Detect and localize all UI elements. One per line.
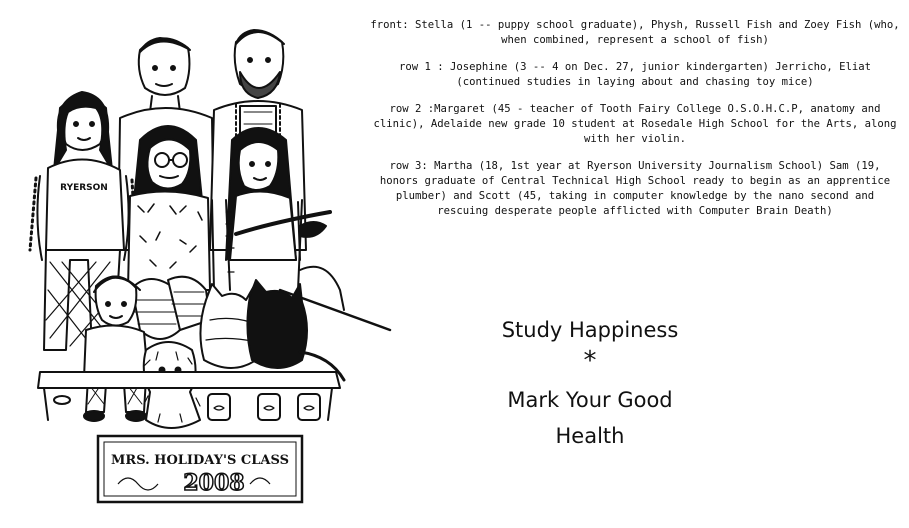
motto-line-2: Mark Your Good (507, 388, 673, 412)
plate-title: MRS. HOLIDAY'S CLASS (111, 453, 289, 468)
motto-line-3: Health (555, 424, 625, 448)
caption-row1: row 1 : Josephine (3 -- 4 on Dec. 27, junior kindergarten) Jerricho, Eliat (continued studies in laying about and chasing toy mice) (399, 61, 871, 88)
caption-row3: row 3: Martha (18, 1st year at Ryerson University Journalism School) Sam (19, honors graduate of Central Technical High School ready to begin as an apprentice plumber) and Scott (45, taking in computer knowledge by the nano second and rescuing desperate people afflicted with Computer Brain Death) (379, 160, 891, 217)
plate-year: 2008 (183, 470, 245, 496)
motto-separator: * (583, 346, 597, 376)
motto (460, 312, 720, 454)
class-portrait-drawing (0, 0, 400, 528)
motto-line-1: Study Happiness (501, 318, 679, 342)
figure-cats (200, 280, 344, 380)
caption-front: front: Stella (1 -- puppy school graduate), Physh, Russell Fish and Zoey Fish (who, when combined, represent a school of fish) (370, 19, 900, 46)
figure-margaret (128, 126, 210, 339)
shirt-text: RYERSON (60, 183, 108, 193)
caption-block (370, 18, 900, 231)
caption-row2: row 2 :Margaret (45 - teacher of Tooth Fairy College O.S.O.H.C.P, anatomy and clinic), Adelaide new grade 10 student at Rosedale High School for the Arts, along with her violin. (373, 103, 897, 145)
name-plate (98, 436, 302, 502)
